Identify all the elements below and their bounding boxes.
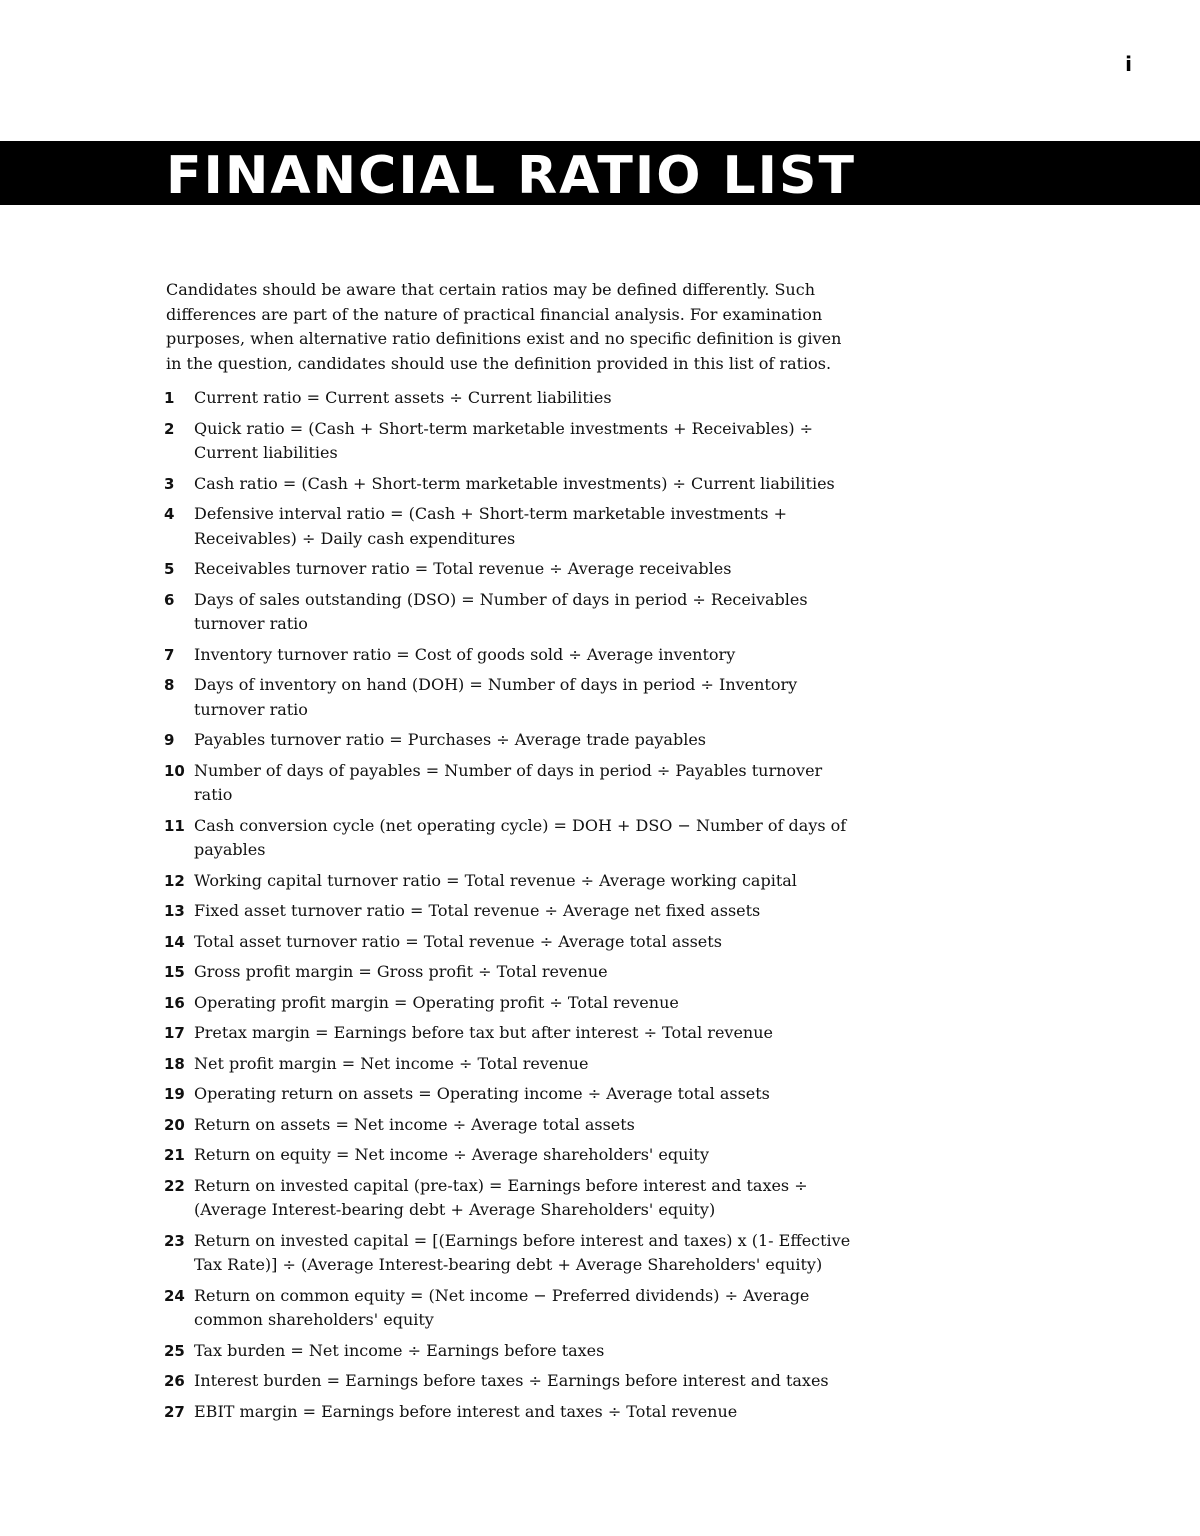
ratio-number: 15 <box>164 963 185 981</box>
list-item <box>164 991 864 1016</box>
ratio-definition: Payables turnover ratio = Purchases ÷ Average trade payables <box>194 730 706 749</box>
ratio-definition: Return on common equity = (Net income − Preferred dividends) ÷ Average common shareholders' equity <box>194 1285 810 1329</box>
ratio-definition: Fixed asset turnover ratio = Total revenue ÷ Average net fixed assets <box>194 901 761 920</box>
list-item <box>164 814 864 863</box>
ratio-number: 7 <box>164 645 175 664</box>
ratio-definition: EBIT margin = Earnings before interest and taxes ÷ Total revenue <box>194 1401 738 1421</box>
ratio-number: 25 <box>164 1341 185 1360</box>
list-item <box>164 1113 864 1138</box>
ratio-number: 12 <box>164 871 185 890</box>
ratio-definition: Pretax margin = Earnings before tax but after interest ÷ Total revenue <box>194 1023 773 1042</box>
ratio-number: 13 <box>164 902 185 920</box>
ratio-number: 14 <box>164 932 185 951</box>
ratio-number: 11 <box>164 816 185 835</box>
title-bar <box>0 141 1200 205</box>
ratio-definition: Quick ratio = (Cash + Short-term marketable investments + Receivables) ÷ Current liabilities <box>194 418 814 462</box>
ratio-number: 24 <box>164 1286 185 1305</box>
ratio-definition: Inventory turnover ratio = Cost of goods sold ÷ Average inventory <box>194 644 736 664</box>
ratio-definition: Gross profit margin = Gross profit ÷ Total revenue <box>194 962 608 981</box>
list-item <box>164 869 864 894</box>
ratio-definition: Cash ratio = (Cash + Short-term marketable investments) ÷ Current liabilities <box>194 473 835 493</box>
list-item <box>164 472 864 497</box>
ratio-definition: Operating profit margin = Operating profit ÷ Total revenue <box>194 992 679 1012</box>
ratio-number: 27 <box>164 1402 185 1421</box>
ratio-definition: Tax burden = Net income ÷ Earnings before taxes <box>194 1340 605 1360</box>
ratio-number: 3 <box>164 474 175 493</box>
ratio-definition: Defensive interval ratio = (Cash + Short-term marketable investments + Receivables) ÷ Daily cash expenditures <box>194 504 787 548</box>
list-item <box>164 1143 864 1168</box>
ratio-definition: Days of inventory on hand (DOH) = Number of days in period ÷ Inventory turnover ratio <box>194 675 798 719</box>
list-item <box>164 502 864 551</box>
ratio-definition: Interest burden = Earnings before taxes ÷ Earnings before interest and taxes <box>194 1371 829 1390</box>
ratio-number: 18 <box>164 1054 185 1073</box>
list-item <box>164 1082 864 1107</box>
ratio-number: 23 <box>164 1231 185 1250</box>
list-item <box>164 1174 864 1223</box>
ratio-list <box>164 386 864 1430</box>
page-number: i <box>1125 52 1132 76</box>
list-item <box>164 1369 864 1394</box>
ratio-number: 5 <box>164 560 175 578</box>
ratio-definition: Return on invested capital = [(Earnings before interest and taxes) x (1- Effective Tax Rate)] ÷ (Average Interest-bearing debt + Average Shareholders' equity) <box>194 1230 851 1274</box>
list-item <box>164 930 864 955</box>
ratio-definition: Net profit margin = Net income ÷ Total revenue <box>194 1053 589 1073</box>
list-item <box>164 759 864 808</box>
list-item <box>164 728 864 753</box>
ratio-number: 22 <box>164 1176 185 1195</box>
ratio-definition: Return on equity = Net income ÷ Average shareholders' equity <box>194 1145 709 1164</box>
list-item <box>164 588 864 637</box>
ratio-number: 9 <box>164 731 175 749</box>
ratio-definition: Working capital turnover ratio = Total revenue ÷ Average working capital <box>194 870 797 890</box>
ratio-definition: Number of days of payables = Number of days in period ÷ Payables turnover ratio <box>194 760 823 804</box>
ratio-number: 19 <box>164 1085 185 1103</box>
list-item <box>164 643 864 668</box>
list-item <box>164 1229 864 1278</box>
list-item <box>164 1284 864 1333</box>
list-item <box>164 673 864 722</box>
ratio-number: 20 <box>164 1115 185 1134</box>
list-item <box>164 1021 864 1046</box>
list-item <box>164 1339 864 1364</box>
ratio-number: 1 <box>164 389 175 407</box>
ratio-number: 8 <box>164 676 175 694</box>
ratio-definition: Operating return on assets = Operating income ÷ Average total assets <box>194 1084 770 1103</box>
ratio-number: 26 <box>164 1372 185 1390</box>
ratio-number: 2 <box>164 419 175 438</box>
ratio-definition: Total asset turnover ratio = Total revenue ÷ Average total assets <box>194 931 722 951</box>
intro-paragraph: Candidates should be aware that certain ratios may be defined differently. Such differences are part of the nature of practical financial analysis. For examination purposes, when alternative ratio definitions exist and no specific definition is given in the question, candidates should use the definition provided in this list of ratios. <box>166 280 842 373</box>
list-item <box>164 557 864 582</box>
ratio-definition: Receivables turnover ratio = Total revenue ÷ Average receivables <box>194 559 732 578</box>
ratio-number: 6 <box>164 590 175 609</box>
ratio-number: 4 <box>164 505 175 523</box>
list-item <box>164 386 864 411</box>
list-item <box>164 899 864 924</box>
ratio-definition: Return on assets = Net income ÷ Average total assets <box>194 1114 635 1134</box>
ratio-definition: Return on invested capital (pre-tax) = Earnings before interest and taxes ÷ (Average Interest-bearing debt + Average Shareholders' equity) <box>194 1175 808 1219</box>
list-item <box>164 1052 864 1077</box>
list-item <box>164 1400 864 1425</box>
ratio-number: 16 <box>164 993 185 1012</box>
ratio-number: 21 <box>164 1146 185 1164</box>
ratio-number: 10 <box>164 761 185 780</box>
page-title: FINANCIAL RATIO LIST <box>166 146 856 206</box>
ratio-definition: Cash conversion cycle (net operating cycle) = DOH + DSO − Number of days of payables <box>194 815 847 859</box>
ratio-number: 17 <box>164 1024 185 1042</box>
ratio-definition: Current ratio = Current assets ÷ Current liabilities <box>194 388 612 407</box>
list-item <box>164 417 864 466</box>
list-item <box>164 960 864 985</box>
ratio-definition: Days of sales outstanding (DSO) = Number of days in period ÷ Receivables turnover ratio <box>194 589 808 633</box>
